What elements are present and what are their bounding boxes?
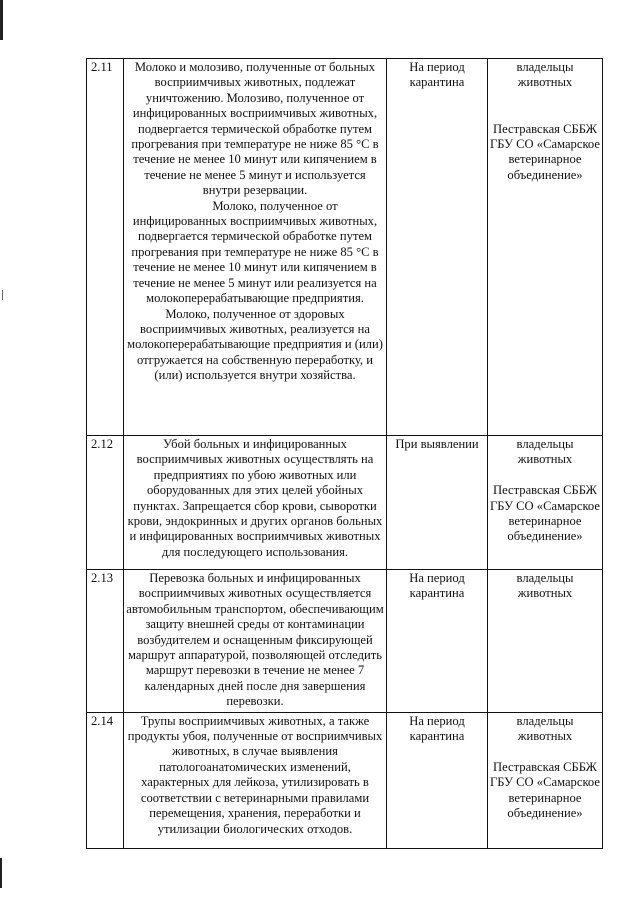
term-text: На период карантина (409, 571, 465, 601)
row-number-cell (87, 712, 124, 848)
responsible-cell (488, 59, 603, 436)
term-cell (387, 712, 488, 848)
measure-paragraph: Перевозка больных и инфицированных восприимчивых животных осуществляется автомобильным транспортом, обеспечивающим защиту внешней среды от контаминации возбудителем и оснащенным фиксирующей маршрут аппаратурой, позволяющей отследить маршрут перевозки в течение не менее 7 календарных дней после дня завершения перевозки. (126, 571, 384, 709)
row-number-cell (87, 59, 124, 436)
row-number-cell (87, 570, 124, 713)
row-number: 2.14 (91, 713, 114, 728)
responsible-owner: владельцы животных (516, 60, 574, 90)
term-text: При выявлении (395, 437, 479, 451)
measure-description-cell (124, 436, 387, 570)
responsible-cell (488, 570, 603, 713)
measure-paragraph: Убой больных и инфицированных восприимчивых животных осуществлять на предприятиях по убою животных или оборудованных для этих целей убойных пунктах. Запрещается сбор крови, сыворотки крови, эндокринных и других органов больных и инфицированных восприимчивых животных для последующего использования. (127, 437, 383, 559)
measure-paragraph: Молоко, полученное от здоровых восприимчивых животных, реализуется на молокоперерабатывающие предприятия и (или) отгружается на собственную переработку, и (или) используется внутри хозяйства. (127, 306, 383, 383)
responsible-organization: Пестравская СББЖ ГБУ СО «Самарское ветеринарное объединение» (490, 483, 600, 544)
table-row (87, 712, 603, 848)
scan-edge-mark (0, 858, 2, 888)
table-row (87, 436, 603, 570)
measure-paragraph: Молоко и молозиво, полученные от больных восприимчивых животных, подлежат уничтожению. Молозиво, полученное от инфицированных восприимчивых животных, подвергается термической обработке путем прогревания при температуре не ниже 85 °С в течение не менее 10 минут или кипячением в течение не менее 5 минут и используется внутри резервации. (131, 60, 379, 198)
table-row (87, 59, 603, 436)
term-text: На период карантина (409, 713, 465, 744)
scan-edge-mark (2, 290, 3, 300)
responsible-organization: Пестравская СББЖ ГБУ СО «Самарское ветеринарное объединение» (490, 121, 600, 182)
scan-edge-mark (0, 0, 3, 40)
responsible-owner: владельцы животных (516, 713, 574, 744)
row-number: 2.13 (91, 571, 114, 585)
term-cell (387, 436, 488, 570)
row-number: 2.11 (91, 60, 113, 74)
measures-table (86, 58, 603, 849)
measure-description-cell (124, 570, 387, 713)
term-text: На период карантина (409, 60, 465, 90)
responsible-owner: владельцы животных (516, 437, 574, 467)
responsible-owner: владельцы животных (516, 571, 574, 601)
responsible-cell (488, 436, 603, 570)
responsible-organization: Пестравская СББЖ ГБУ СО «Самарское ветеринарное объединение» (490, 759, 600, 821)
measure-description-cell (124, 712, 387, 848)
measure-paragraph: Молоко, полученное от инфицированных восприимчивых животных, подвергается термической обработке путем прогревания при температуре не ниже 85 °С в течение не менее 10 минут или кипячением в течение не менее 5 минут или реализуется на молокоперерабатывающие предприятия. (131, 198, 379, 306)
table-row (87, 570, 603, 713)
measure-paragraph: Трупы восприимчивых животных, а также продукты убоя, полученные от восприимчивых животных, в случае выявления патологоанатомических изменений, характерных для лейкоза, утилизировать в соответствии с ветеринарными правилами перемещения, хранения, переработки и утилизации биологических отходов. (127, 713, 383, 836)
term-cell (387, 59, 488, 436)
responsible-cell (488, 712, 603, 848)
row-number-cell (87, 436, 124, 570)
term-cell (387, 570, 488, 713)
measure-description-cell (124, 59, 387, 436)
row-number: 2.12 (91, 437, 114, 451)
